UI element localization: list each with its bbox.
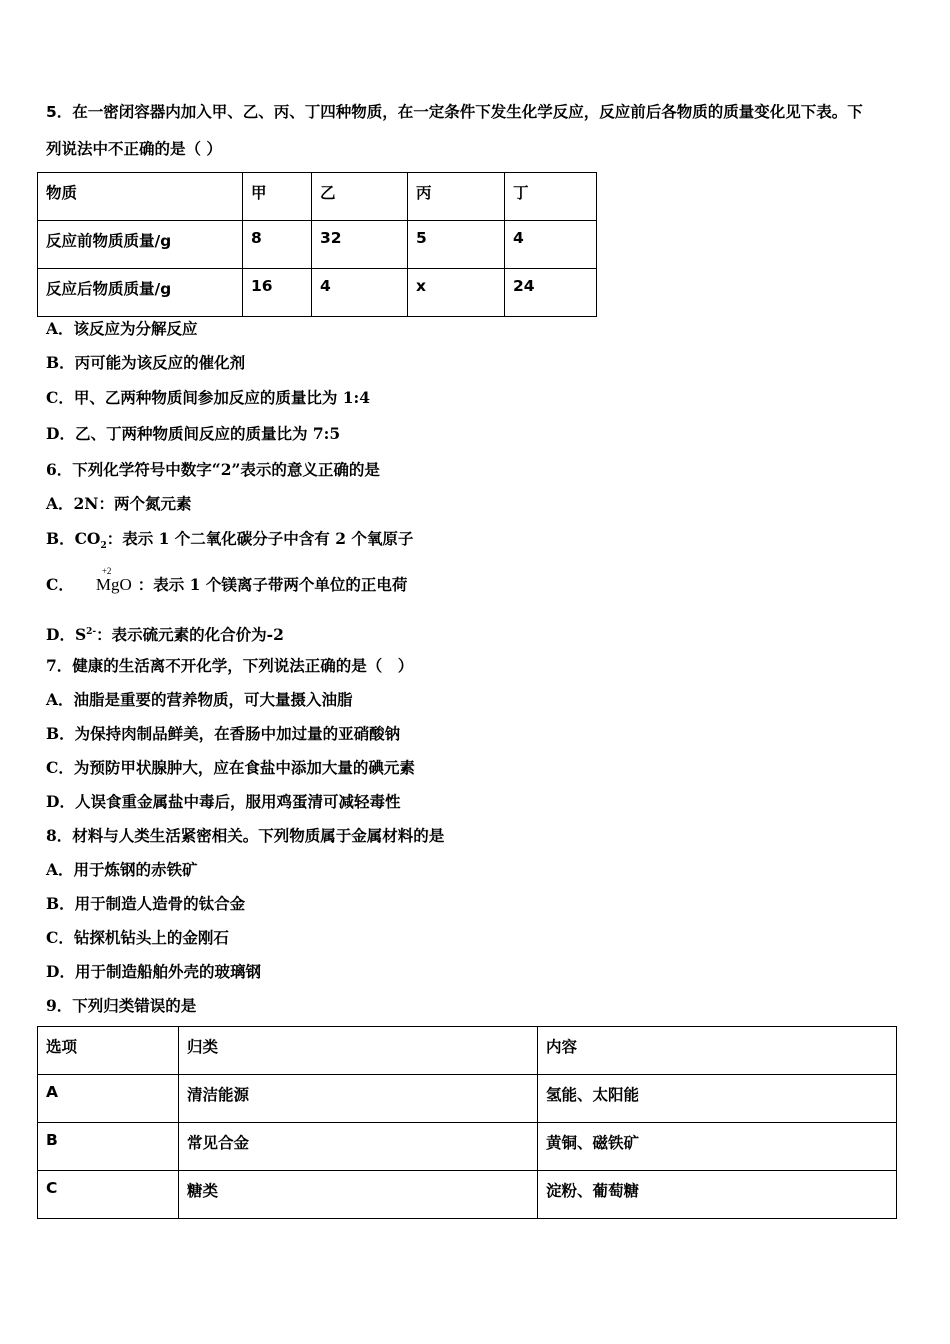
q7-option-a: A．油脂是重要的营养物质，可大量摄入油脂 xyxy=(46,690,353,709)
table-cell: 氢能、太阳能 xyxy=(538,1075,897,1123)
table-cell: 糖类 xyxy=(179,1171,538,1219)
q6-option-b xyxy=(46,529,413,556)
table-cell: 32 xyxy=(312,221,408,269)
table-cell: C xyxy=(38,1171,179,1219)
q8-option-c: C．钻探机钻头上的金刚石 xyxy=(46,928,229,947)
q8-option-b: B．用于制造人造骨的钛合金 xyxy=(46,894,246,913)
table-cell: 甲 xyxy=(243,173,312,221)
q6-b-subscript: 2 xyxy=(100,541,107,552)
q5-option-c: C．甲、乙两种物质间参加反应的质量比为 1:4 xyxy=(46,388,371,407)
q8-option-d: D．用于制造船舶外壳的玻璃钢 xyxy=(46,962,261,981)
q7-stem: 7．健康的生活离不开化学，下列说法正确的是（ ） xyxy=(46,656,414,675)
table-cell: 物质 xyxy=(38,173,243,221)
q6-option-c xyxy=(46,566,408,595)
table-header-row xyxy=(38,1027,897,1075)
table-cell: B xyxy=(38,1123,179,1171)
valence-mark: +2 xyxy=(101,566,112,576)
table-cell: 反应后物质质量/g xyxy=(38,269,243,317)
q5-stem-line1: 5．在一密闭容器内加入甲、乙、丙、丁四种物质，在一定条件下发生化学反应，反应前后各物质的质量变化见下表。下 xyxy=(46,103,863,121)
table-row xyxy=(38,269,597,317)
table-cell: 选项 xyxy=(38,1027,179,1075)
q6-option-a: A．2N：两个氮元素 xyxy=(46,494,192,513)
table-cell: 8 xyxy=(243,221,312,269)
q7-option-c: C．为预防甲状腺肿大，应在食盐中添加大量的碘元素 xyxy=(46,758,415,777)
table-cell: 5 xyxy=(408,221,505,269)
table-cell: 16 xyxy=(243,269,312,317)
mgo-text: MgO xyxy=(95,575,132,594)
q6-b-prefix: B．CO xyxy=(46,529,101,548)
table-cell: x xyxy=(408,269,505,317)
q6-c-prefix: C． xyxy=(46,575,74,594)
table-cell: 丙 xyxy=(408,173,505,221)
q5-stem-line2: 列说法中不正确的是（ ） xyxy=(46,140,222,158)
table-row xyxy=(38,1075,897,1123)
q6-d-rest: ：表示硫元素的化合价为-2 xyxy=(96,625,284,645)
q7-option-d: D．人误食重金属盐中毒后，服用鸡蛋清可减轻毒性 xyxy=(46,792,401,811)
q6-d-superscript: 2- xyxy=(86,627,97,637)
q5-table xyxy=(37,172,597,317)
q5-option-d: D．乙、丁两种物质间反应的质量比为 7:5 xyxy=(46,424,341,443)
table-cell: 黄铜、磁铁矿 xyxy=(538,1123,897,1171)
table-cell: A xyxy=(38,1075,179,1123)
q8-option-a: A．用于炼钢的赤铁矿 xyxy=(46,860,198,879)
table-cell: 4 xyxy=(312,269,408,317)
q6-c-rest: ：表示 1 个镁离子带两个单位的正电荷 xyxy=(137,575,408,594)
q5-option-b: B．丙可能为该反应的催化剂 xyxy=(46,353,246,372)
table-cell: 乙 xyxy=(312,173,408,221)
table-cell: 淀粉、葡萄糖 xyxy=(538,1171,897,1219)
q6-stem: 6．下列化学符号中数字“2”表示的意义正确的是 xyxy=(46,460,380,479)
table-cell: 4 xyxy=(505,221,597,269)
q6-d-prefix: D．S xyxy=(46,625,87,645)
table-header-row xyxy=(38,173,597,221)
q9-table xyxy=(37,1026,897,1219)
table-row xyxy=(38,221,597,269)
q7-option-b: B．为保持肉制品鲜美，在香肠中加过量的亚硝酸钠 xyxy=(46,724,401,743)
table-cell: 丁 xyxy=(505,173,597,221)
table-cell: 内容 xyxy=(538,1027,897,1075)
table-cell: 反应前物质质量/g xyxy=(38,221,243,269)
q5-option-a: A．该反应为分解反应 xyxy=(46,319,198,338)
q6-b-rest: ：表示 1 个二氧化碳分子中含有 2 个氧原子 xyxy=(106,529,414,548)
q9-stem: 9．下列归类错误的是 xyxy=(46,996,197,1015)
table-row xyxy=(38,1123,897,1171)
table-cell: 归类 xyxy=(179,1027,538,1075)
table-row xyxy=(38,1171,897,1219)
table-cell: 24 xyxy=(505,269,597,317)
q6-option-d xyxy=(46,622,284,645)
mgo-formula xyxy=(95,566,132,595)
table-cell: 常见合金 xyxy=(179,1123,538,1171)
table-cell: 清洁能源 xyxy=(179,1075,538,1123)
q8-stem: 8．材料与人类生活紧密相关。下列物质属于金属材料的是 xyxy=(46,826,445,845)
